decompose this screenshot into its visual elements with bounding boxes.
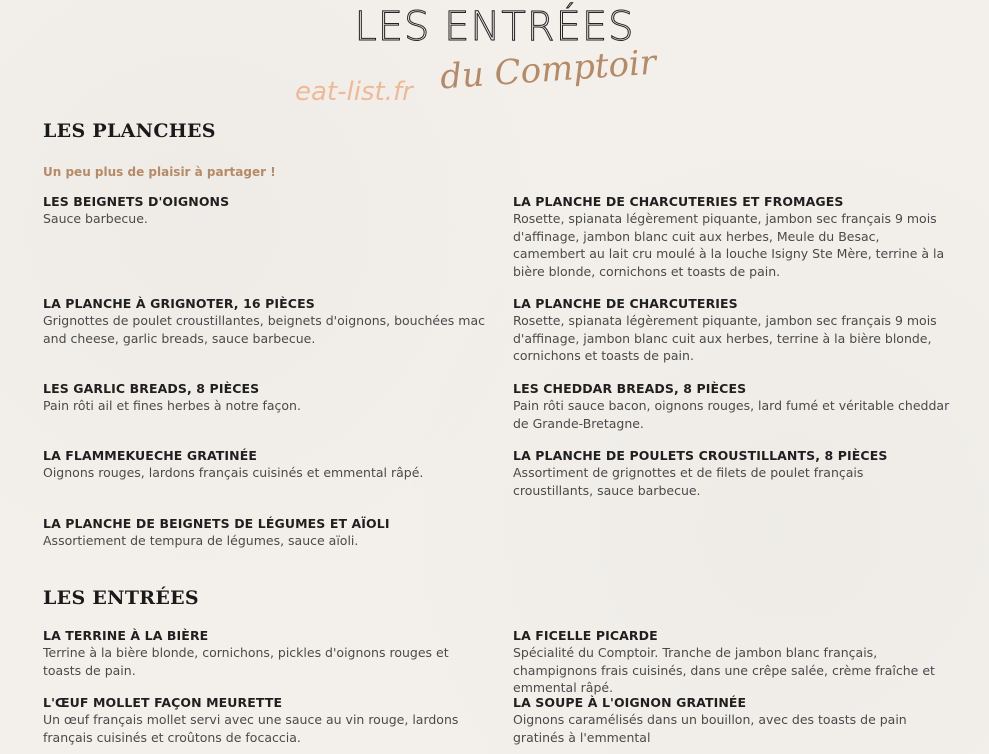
watermark: eat-list.fr (295, 77, 413, 107)
item-name: LA PLANCHE DE CHARCUTERIES ET FROMAGES (513, 194, 844, 209)
section-title-entrees: LES ENTRÉES (43, 587, 199, 609)
item-description: Grignottes de poulet croustillantes, beignets d'oignons, bouchées mac and cheese, garlic breads, sauce barbecue. (43, 313, 485, 346)
menu-item (43, 380, 488, 415)
item-name: LES GARLIC BREADS, 8 PIÈCES (43, 381, 260, 396)
item-description: Oignons rouges, lardons français cuisinés et emmental râpé. (43, 465, 424, 480)
item-description: Assortiement de tempura de légumes, sauce aïoli. (43, 533, 359, 548)
item-name: LA PLANCHE À GRIGNOTER, 16 PIÈCES (43, 296, 315, 311)
item-description: Oignons caramélisés dans un bouillon, avec des toasts de pain gratinés à l'emmental (513, 712, 907, 745)
item-name: LA PLANCHE DE CHARCUTERIES (513, 296, 738, 311)
item-description: Spécialité du Comptoir. Tranche de jambon blanc français, champignons frais cuisinés, dans une crêpe salée, crème fraîche et emmental râpé. (513, 645, 935, 695)
item-description: Un œuf français mollet servi avec une sauce au vin rouge, lardons français cuisinés et croûtons de focaccia. (43, 712, 459, 745)
menu-item (513, 447, 943, 499)
menu-item (513, 694, 953, 746)
menu-item (43, 694, 488, 746)
menu-item (43, 295, 488, 347)
menu-item (513, 627, 948, 697)
item-name: LA FICELLE PICARDE (513, 628, 658, 643)
page-subtitle: du Comptoir (438, 42, 658, 98)
item-name: LA PLANCHE DE POULETS CROUSTILLANTS, 8 PIÈCES (513, 448, 888, 463)
menu-item (43, 193, 488, 228)
page-title: LES ENTRÉES (354, 4, 635, 50)
item-description: Pain rôti ail et fines herbes à notre façon. (43, 398, 301, 413)
item-description: Assortiment de grignottes et de filets de poulet français croustillants, sauce barbecue. (513, 465, 864, 498)
item-description: Terrine à la bière blonde, cornichons, pickles d'oignons rouges et toasts de pain. (43, 645, 449, 678)
item-name: LES CHEDDAR BREADS, 8 PIÈCES (513, 381, 747, 396)
item-description: Sauce barbecue. (43, 211, 148, 226)
section-title-planches: LES PLANCHES (43, 120, 216, 142)
item-name: LA FLAMMEKUECHE GRATINÉE (43, 448, 257, 463)
item-description: Rosette, spianata légèrement piquante, jambon sec français 9 mois d'affinage, jambon blanc cuit aux herbes, Meule du Besac, camembert au lait cru moulé à la louche Isigny Ste Mère, terrine à la bière blonde, cornichons et toasts de pain. (513, 211, 945, 279)
section-tagline: Un peu plus de plaisir à partager ! (43, 165, 276, 179)
item-description: Rosette, spianata légèrement piquante, jambon sec français 9 mois d'affinage, jambon blanc cuit aux herbes, terrine à la bière blonde, cornichons et toasts de pain. (513, 313, 937, 363)
item-description: Pain rôti sauce bacon, oignons rouges, lard fumé et véritable cheddar de Grande-Bretagne. (513, 398, 950, 431)
item-name: LA PLANCHE DE BEIGNETS DE LÉGUMES ET AÏOLI (43, 516, 390, 531)
menu-item (43, 515, 488, 550)
item-name: LA SOUPE À L'OIGNON GRATINÉE (513, 695, 747, 710)
item-name: LES BEIGNETS D'OIGNONS (43, 194, 230, 209)
menu-item (43, 627, 488, 679)
menu-item (513, 295, 943, 365)
item-name: L'ŒUF MOLLET FAÇON MEURETTE (43, 695, 283, 710)
menu-item (513, 380, 958, 432)
item-name: LA TERRINE À LA BIÈRE (43, 628, 209, 643)
menu-item (513, 193, 953, 280)
menu-item (43, 447, 488, 482)
